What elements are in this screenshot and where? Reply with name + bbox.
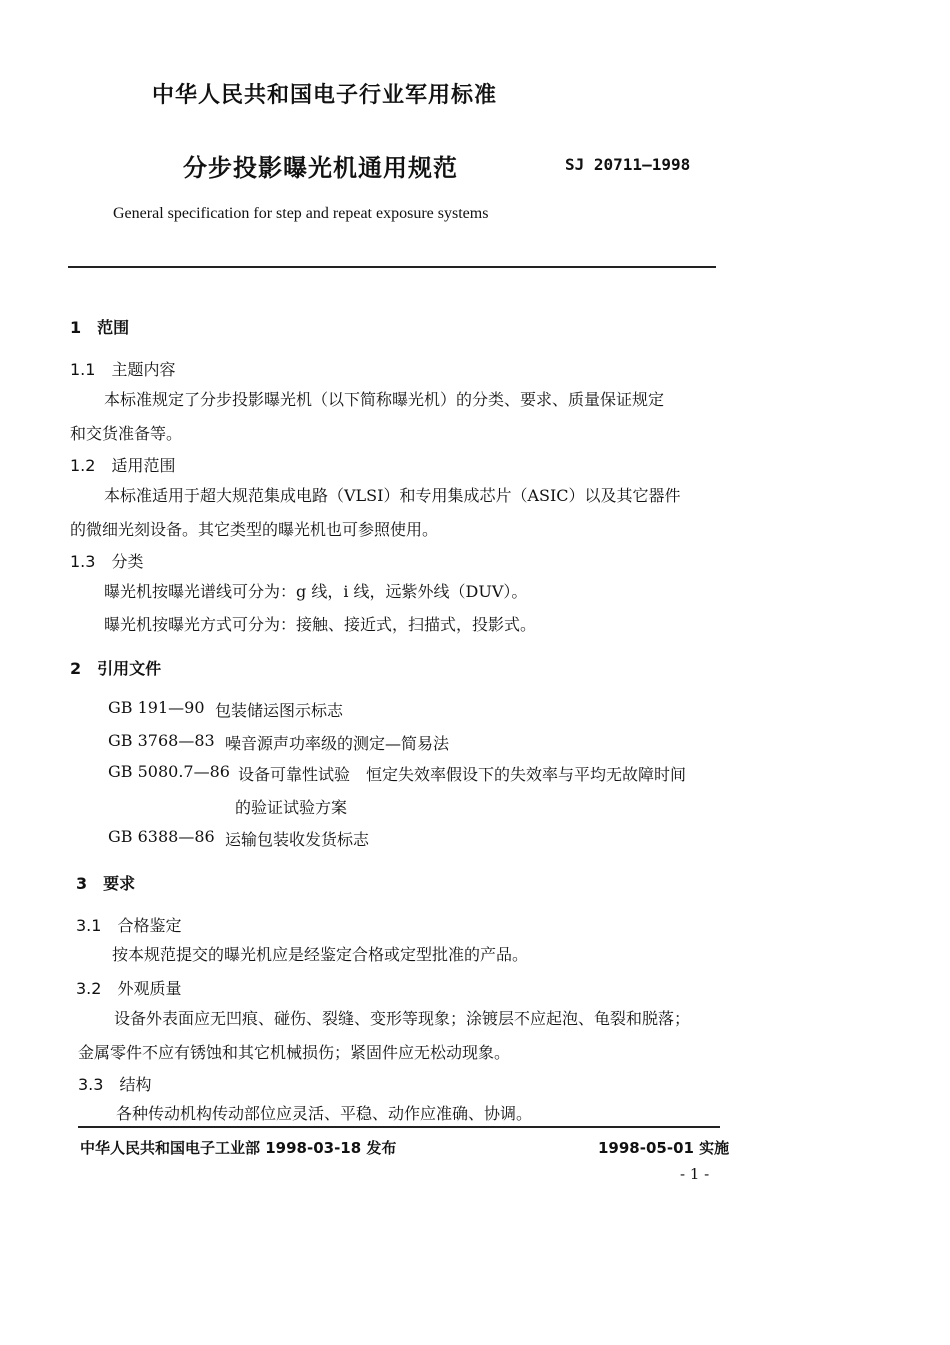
section-2-heading: 2 引用文件: [70, 659, 162, 678]
document-title-english: General specification for step and repeat exposure systems: [113, 205, 489, 222]
ref-title: 设备可靠性试验 恒定失效率假设下的失效率与平均无故障时间: [238, 765, 687, 784]
section-3-2-heading: 3.2 外观质量: [76, 979, 182, 998]
document-code: SJ 20711—1998: [565, 155, 691, 174]
section-3-1-line1: 按本规范提交的曝光机应是经鉴定合格或定型批准的产品。: [112, 945, 529, 964]
ref-title: 包装储运图示标志: [215, 701, 344, 720]
ref-code: GB 191—90: [108, 698, 205, 717]
section-3-3-line1: 各种传动机构传动部位应灵活、平稳、动作应准确、协调。: [116, 1104, 533, 1123]
section-1-2-line2: 的微细光刻设备。其它类型的曝光机也可参照使用。: [70, 520, 439, 539]
ref-code: GB 5080.7—86: [108, 762, 230, 781]
section-1-1-heading: 1.1 主题内容: [70, 360, 176, 379]
page-number: - 1 -: [680, 1165, 710, 1183]
agency-title: 中华人民共和国电子行业军用标准: [152, 83, 498, 108]
document-title: 分步投影曝光机通用规范: [183, 154, 458, 182]
section-1-2-line1: 本标准适用于超大规范集成电路（VLSI）和专用集成芯片（ASIC）以及其它器件: [104, 486, 681, 505]
section-1-3-line2: 曝光机按曝光方式可分为：接触、接近式，扫描式，投影式。: [104, 615, 537, 634]
section-3-2-line2: 金属零件不应有锈蚀和其它机械损伤；紧固件应无松动现象。: [78, 1043, 511, 1062]
ref-title: 噪音源声功率级的测定—简易法: [225, 734, 450, 753]
section-3-2-line1: 设备外表面应无凹痕、碰伤、裂缝、变形等现象；涂镀层不应起泡、龟裂和脱落；: [114, 1009, 691, 1028]
ref-code: GB 3768—83: [108, 731, 215, 750]
ref-code: GB 6388—86: [108, 827, 215, 846]
section-1-2-heading: 1.2 适用范围: [70, 456, 176, 475]
section-1-3-heading: 1.3 分类: [70, 552, 144, 571]
section-3-3-heading: 3.3 结构: [78, 1075, 152, 1094]
effective-date: 1998-05-01 实施: [598, 1139, 730, 1157]
section-3-1-heading: 3.1 合格鉴定: [76, 916, 182, 935]
ref-title: 运输包装收发货标志: [225, 830, 370, 849]
header-divider: [68, 266, 716, 268]
section-1-1-line2: 和交货准备等。: [70, 424, 183, 443]
issue-date: 中华人民共和国电子工业部 1998-03-18 发布: [80, 1139, 397, 1157]
section-1-heading: 1 范围: [70, 318, 130, 337]
section-3-heading: 3 要求: [76, 874, 136, 893]
footer-divider: [78, 1126, 720, 1128]
section-1-3-line1: 曝光机按曝光谱线可分为：g 线，i 线，远紫外线（DUV）。: [104, 582, 528, 601]
ref-title-continued: 的验证试验方案: [235, 798, 348, 817]
section-1-1-line1: 本标准规定了分步投影曝光机（以下简称曝光机）的分类、要求、质量保证规定: [104, 390, 665, 409]
